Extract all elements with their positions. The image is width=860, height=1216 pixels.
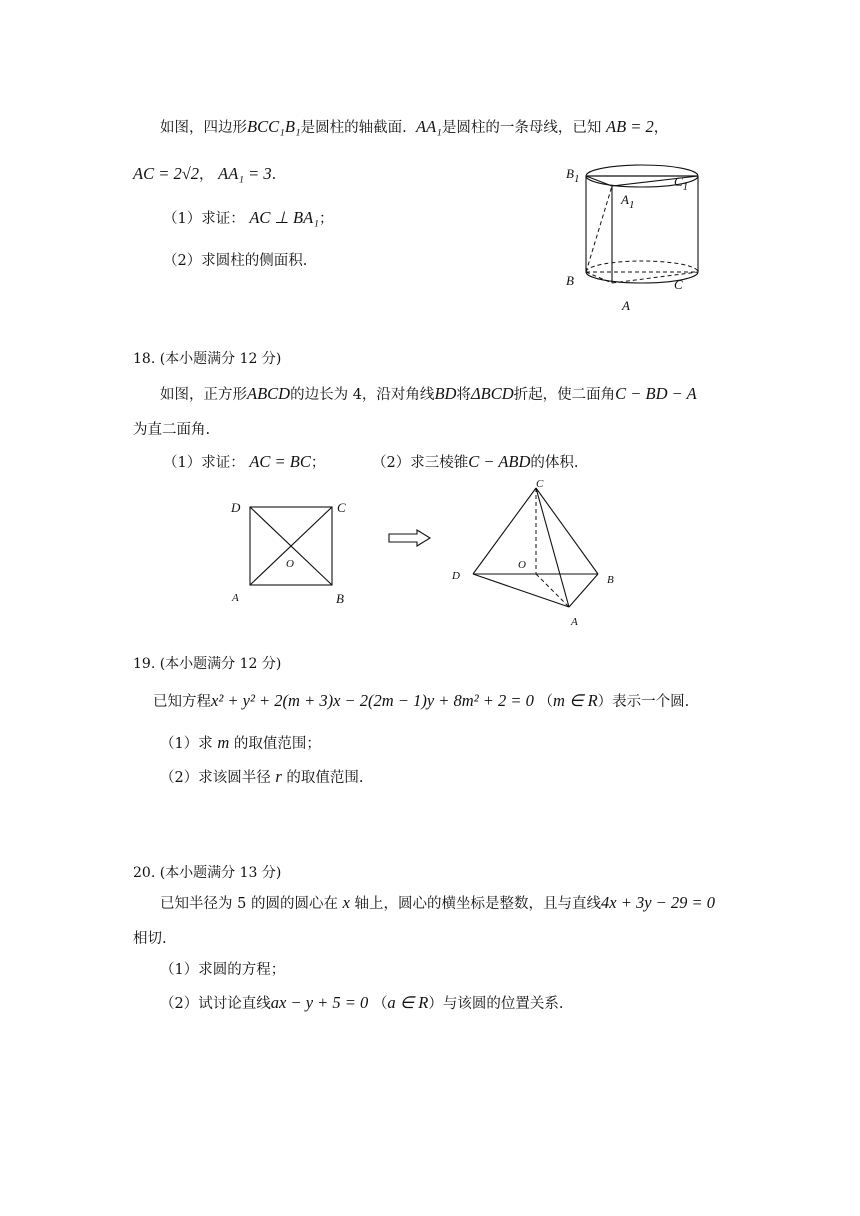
q18-part2-label: （2）求三棱锥 <box>372 455 469 471</box>
segment-cd <box>473 488 536 574</box>
q19-part1-end: 的取值范围； <box>233 736 321 752</box>
q17-text: ， <box>199 167 214 183</box>
q18-line2: 为直二面角. <box>133 422 211 438</box>
label-b: B <box>566 273 574 288</box>
label-c: C <box>337 500 346 515</box>
segment-da <box>473 574 569 607</box>
label-c: C <box>536 478 544 490</box>
q18-math-bd: BD <box>434 384 457 403</box>
transform-arrow-icon <box>387 529 433 547</box>
q17-text: 是圆柱的轴截面. <box>300 120 407 136</box>
q17-math-bcc1b1: BCC₁B₁ <box>247 117 301 136</box>
q17-part1-end: ； <box>318 211 334 227</box>
q20-math-x: x <box>342 893 350 912</box>
label-o: O <box>518 559 526 571</box>
q18-text: 的边长为 4，沿对角线 <box>290 387 435 403</box>
cylinder-bottom-back <box>586 261 698 272</box>
q20-text: 轴上，圆心的横坐标是整数，且与直线 <box>354 896 601 912</box>
q20-part2 <box>160 992 563 1013</box>
label-c: C <box>674 277 683 292</box>
q19-part1-math: m <box>217 733 230 752</box>
label-a1: $A_1$ <box>621 192 635 211</box>
segment-b1a1 <box>586 176 612 186</box>
q17-math-aa1: AA₁ <box>415 117 442 136</box>
q20-line1 <box>160 892 715 913</box>
q19-text: ）表示一个圆. <box>597 694 690 710</box>
q18-part1-label: （1）求证： <box>163 455 245 471</box>
q20-math-line: 4x + 3y − 29 = 0 <box>601 893 716 912</box>
q18-math-abcd: ABCD <box>247 384 291 403</box>
q20-text: （ <box>372 996 388 1012</box>
q19-math-m-real: m ∈ R <box>553 691 598 710</box>
segment-ca <box>536 488 569 607</box>
label-a: A <box>571 616 578 628</box>
label-a: A <box>622 298 630 313</box>
q17-math-aa1-value: AA₁ = 3 <box>218 164 272 183</box>
label-b: B <box>607 574 614 586</box>
label-d: D <box>231 500 241 515</box>
q18-part1-end: ； <box>310 455 326 471</box>
q17-part1-math: AC ⊥ BA₁ <box>249 208 319 227</box>
q18-text: 如图，正方形 <box>160 387 247 403</box>
segment-ba-dashed <box>586 272 612 283</box>
q18-text: 折起，使二面角 <box>513 387 616 403</box>
q19-text: 已知方程 <box>153 694 211 710</box>
label-a: A <box>232 592 239 604</box>
q17-text: 是圆柱的一条母线，已知 <box>441 120 602 136</box>
q17-part2: （2）求圆柱的侧面积. <box>163 253 308 269</box>
q17-line1 <box>160 116 668 137</box>
q18-line1 <box>160 383 697 404</box>
q20-part2-math-a-real: a ∈ R <box>387 993 429 1012</box>
q20-heading: 20. (本小题满分 13 分) <box>133 865 282 881</box>
q18-part2 <box>372 451 579 472</box>
q19-part2 <box>160 766 363 787</box>
q20-part2-end: ）与该圆的位置关系. <box>428 996 564 1012</box>
q18-text: 将 <box>456 387 471 403</box>
q19-text: （ <box>538 694 554 710</box>
q20-part2-math: ax − y + 5 = 0 <box>270 993 369 1012</box>
q19-heading: 19. (本小题满分 12 分) <box>133 656 282 672</box>
q17-part1-label: （1）求证： <box>163 211 245 227</box>
q18-part1-math: AC = BC <box>249 452 311 471</box>
q17-part1 <box>163 207 333 228</box>
q19-part2-math: r <box>275 767 282 786</box>
q18-part1 <box>163 451 325 472</box>
q18-heading: 18. (本小题满分 12 分) <box>133 351 282 367</box>
q17-math-ab: AB = 2 <box>606 117 654 136</box>
label-o: O <box>286 558 294 570</box>
segment-ab <box>569 574 598 607</box>
q17-text: . <box>271 167 277 183</box>
square-figure <box>224 495 364 615</box>
segment-cb <box>536 488 598 574</box>
q19-part1-label: （1）求 <box>160 736 213 752</box>
q18-part2-math: C − ABD <box>468 452 531 471</box>
segment-ac-dashed <box>612 272 698 283</box>
q19-equation: x² + y² + 2(m + 3)x − 2(2m − 1)y + 8m² + 2 = 0 <box>211 691 534 710</box>
q19-part2-end: 的取值范围. <box>286 770 364 786</box>
q20-part2-label: （2）试讨论直线 <box>160 996 271 1012</box>
segment-ba1-dashed <box>586 186 612 272</box>
q17-text: ， <box>653 120 669 136</box>
q18-math-dihedral: C − BD − A <box>615 384 697 403</box>
q18-math-triangle-bcd: ΔBCD <box>470 384 514 403</box>
cylinder-figure <box>558 152 718 317</box>
pyramid-figure <box>446 476 626 631</box>
q19-part2-label: （2）求该圆半径 <box>160 770 271 786</box>
q19-line1 <box>153 690 689 711</box>
label-b1: $B_1$ <box>566 166 580 185</box>
q20-part1: （1）求圆的方程； <box>160 962 286 978</box>
q17-text: 如图，四边形 <box>160 120 247 136</box>
q17-line2 <box>133 163 276 184</box>
q19-part1 <box>160 732 321 753</box>
q20-text: 已知半径为 5 的圆的圆心在 <box>160 896 338 912</box>
q18-part2-end: 的体积. <box>530 455 579 471</box>
q20-line2: 相切. <box>133 931 167 947</box>
q17-math-ac: AC = 2√2 <box>133 164 200 183</box>
label-c1: $C_1$ <box>674 174 689 193</box>
label-b: B <box>336 591 344 606</box>
label-d: D <box>452 570 460 582</box>
